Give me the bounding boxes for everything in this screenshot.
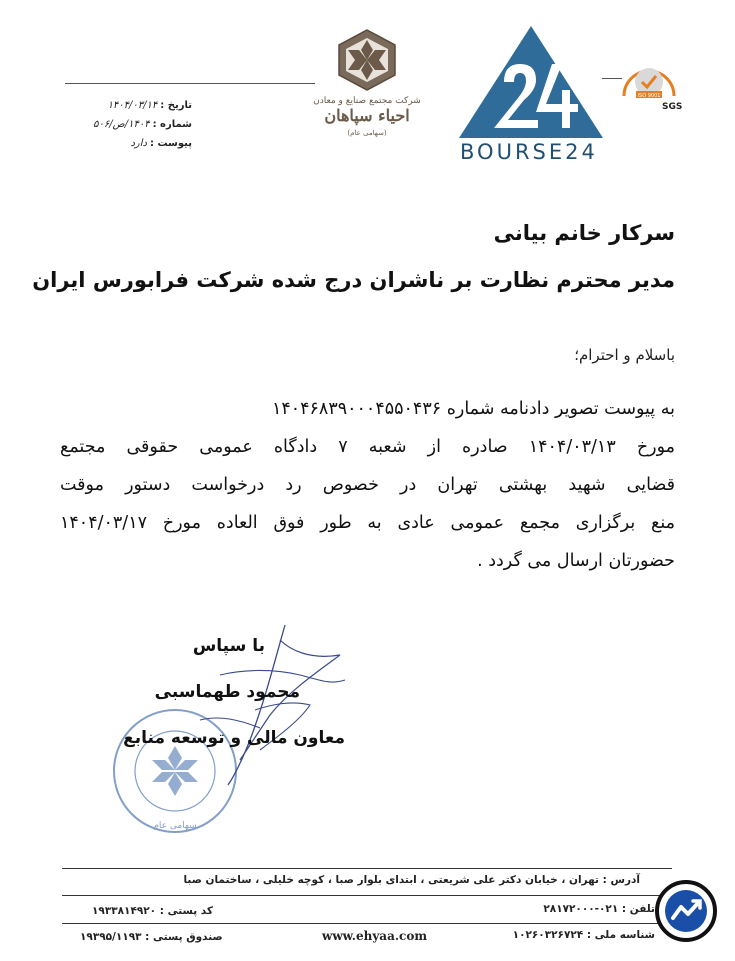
footer-national-id: شناسه ملی : ۱۰۲۶۰۳۲۶۷۲۴ <box>512 929 655 941</box>
stamp-text: سهامی عام <box>153 821 197 831</box>
meta-attachment: پیوست : دارد <box>130 138 192 149</box>
recipient-name: سرکار خانم بیانی <box>493 221 675 245</box>
footer-address: آدرس : تهران ، خیابان دکتر علی شریعتی ، ابتدای بلوار صبا ، کوچه خلیلی ، ساختمان صبا <box>183 874 640 886</box>
body-line: حضورتان ارسال می گردد . <box>477 551 675 571</box>
signer-title: معاون مالی و توسعه منابع <box>123 728 345 748</box>
company-logo-icon <box>337 28 397 92</box>
footer-postal-code: کد پستی : ۱۹۳۳۸۱۴۹۲۰ <box>92 905 213 917</box>
sgs-certification-icon <box>620 56 678 104</box>
body-line: مورخ ۱۴۰۴/۰۳/۱۳ صادره از شعبه ۷ دادگاه عمومی حقوقی مجتمع <box>60 437 675 457</box>
letter-body <box>60 390 675 580</box>
company-name-line2: احیاء سپاهان <box>324 106 410 125</box>
sgs-badge-text: ISO 9001 <box>637 93 661 99</box>
bourse24-logo-icon <box>458 24 604 140</box>
bourse24-logo-text: BOURSE24 <box>460 140 598 164</box>
footer-website: www.ehyaa.com <box>322 929 428 943</box>
footer-po-box: صندوق پستی : ۱۹۳۹۵/۱۱۹۳ <box>80 931 223 943</box>
signer-name: محمود طهماسبی <box>154 682 300 702</box>
header-rule-left <box>65 83 315 84</box>
body-line: به پیوست تصویر دادنامه شماره ۱۴۰۴۶۸۳۹۰۰۰۴۵۵۰۴۳۶ <box>271 399 675 419</box>
closing: با سپاس <box>192 636 265 656</box>
recipient-title: مدیر محترم نظارت بر ناشران درج شده شرکت فرابورس ایران <box>32 268 675 292</box>
footer-rule-middle <box>62 895 662 896</box>
letter-meta <box>62 96 192 153</box>
header-rule-right <box>602 78 622 79</box>
meta-date: تاریخ : ۱۴۰۴/۰۳/۱۴ <box>107 100 192 111</box>
company-name-line3: (سهامی عام) <box>347 129 387 137</box>
footer-rule-top <box>62 868 672 869</box>
footer-phone: تلفن : ۰۲۱-۲۸۱۷۲۰۰۰ <box>543 903 655 915</box>
meta-number: شماره : ۱۴۰۴/ص/۵۰۶ <box>93 119 192 130</box>
company-name <box>312 96 422 137</box>
footer-rule-bottom <box>62 923 662 924</box>
sgs-label: SGS <box>662 102 683 112</box>
greeting: باسلام و احترام؛ <box>574 346 675 364</box>
body-line: منع برگزاری مجمع عمومی عادی به طور فوق العاده مورخ ۱۴۰۴/۰۳/۱۷ <box>60 513 675 533</box>
body-line: قضایی شهید بهشتی تهران در خصوص رد درخواست دستور موقت <box>60 475 675 495</box>
company-name-line1: شرکت مجتمع صنایع و معادن <box>313 96 421 106</box>
corner-watermark-icon <box>655 880 717 942</box>
